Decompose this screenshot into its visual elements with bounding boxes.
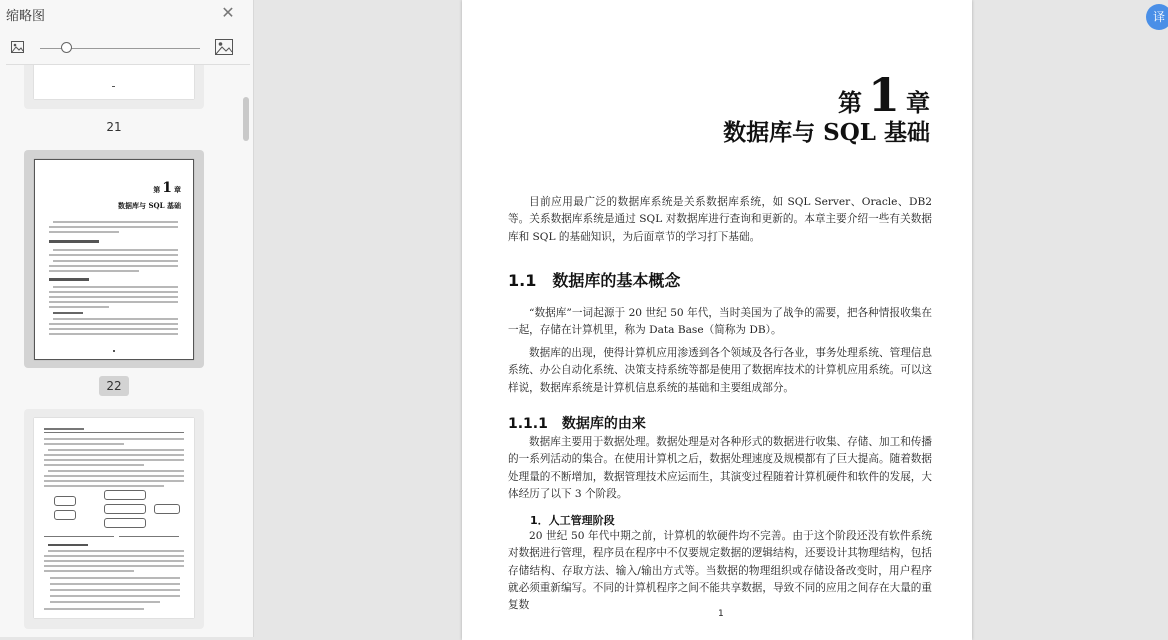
thumbnail-image [34, 159, 194, 360]
section-heading-1-1: 1.1 数据库的基本概念 [508, 271, 681, 290]
mini-chapter-num: 1 [162, 180, 172, 196]
paragraph: “数据库”一词起源于 20 世纪 50 年代，当时美国为了战争的需要，把各种情报收集在一起，存储在计算机里，称为 Data Base（简称为 DB）。 [508, 307, 932, 337]
chapter-word: 第 [837, 88, 862, 117]
mini-chapter-word: 第 [153, 185, 161, 194]
mini-chapter-title: 数据库与 SQL 基础 [118, 201, 181, 210]
thumbnail-page-number: 22 [99, 376, 129, 396]
section-heading-1-1-1: 1.1.1 数据库的由来 [508, 416, 646, 432]
translate-icon[interactable]: 译 [1146, 4, 1168, 30]
thumbnail-page-22[interactable] [24, 150, 204, 368]
sidebar-title: 缩略图 [6, 9, 46, 24]
image-large-icon[interactable] [215, 39, 233, 55]
page-number: 1 [718, 609, 724, 619]
paragraph: 20 世纪 50 年代中期之前，计算机的软硬件均不完善。由于这个阶段还没有软件系统对数据进行管理，程序员在程序中不仅要规定数据的逻辑结构，还要设计其物理结构，包括存储结构、存取方法、输入/输出方式等。当数据的物理组织或存储设备改变时，用户程序就必须重新编写。不同的计算机程序之间不能共享数据，导致不同的应用之间存在大量的重复数 [508, 530, 932, 612]
thumbnail-sidebar [0, 0, 254, 637]
paragraph: 数据库的出现，使得计算机应用渗透到各个领域及各行各业，事务处理系统、管理信息系统、办公自动化系统、决策支持系统等都是使用了数据库技术的计算机应用系统。可以这样说，数据库系统是计算机信息系统的基础和主要组成部分。 [508, 347, 932, 394]
document-page [462, 0, 972, 640]
intro-paragraph: 目前应用最广泛的数据库系统是关系数据库系统，如 SQL Server、Oracle、DB2 等。关系数据库系统是通过 SQL 对数据库进行查询和更新的。本章主要介绍一些有关数据库和 SQL 的基础知识，为后面章节的学习打下基础。 [508, 196, 932, 243]
document-view[interactable] [254, 0, 1168, 637]
thumbnail-image [34, 418, 194, 618]
thumbnail-list[interactable] [0, 65, 253, 637]
mini-chapter-suffix: 章 [174, 185, 181, 194]
paragraph: 数据库主要用于数据处理。数据处理是对各种形式的数据进行收集、存储、加工和传播的一系列活动的集合。在使用计算机之后，数据处理速度及规模都有了巨大提高。随着数据处理量的不断增加，数据管理技术应运而生，其演变过程随着计算机硬件和软件的发展，大体经历了以下 3 个阶段。 [508, 436, 932, 500]
thumbnail-image [34, 65, 194, 99]
image-small-icon[interactable] [11, 41, 24, 53]
thumbnail-zoom-control [0, 38, 253, 60]
close-icon[interactable]: ✕ [221, 3, 235, 22]
chapter-title: 数据库与 SQL 基础 [723, 119, 930, 146]
sidebar-scrollbar[interactable] [243, 97, 249, 141]
thumbnail-page-21[interactable] [24, 65, 204, 109]
thumbnail-page-23[interactable] [24, 409, 204, 629]
subsection-heading: 1．人工管理阶段 [530, 514, 615, 527]
chapter-suffix: 章 [906, 88, 930, 117]
chapter-number: 1 [867, 68, 900, 122]
thumbnail-page-number: 21 [106, 120, 122, 134]
zoom-slider-handle[interactable] [61, 42, 72, 53]
